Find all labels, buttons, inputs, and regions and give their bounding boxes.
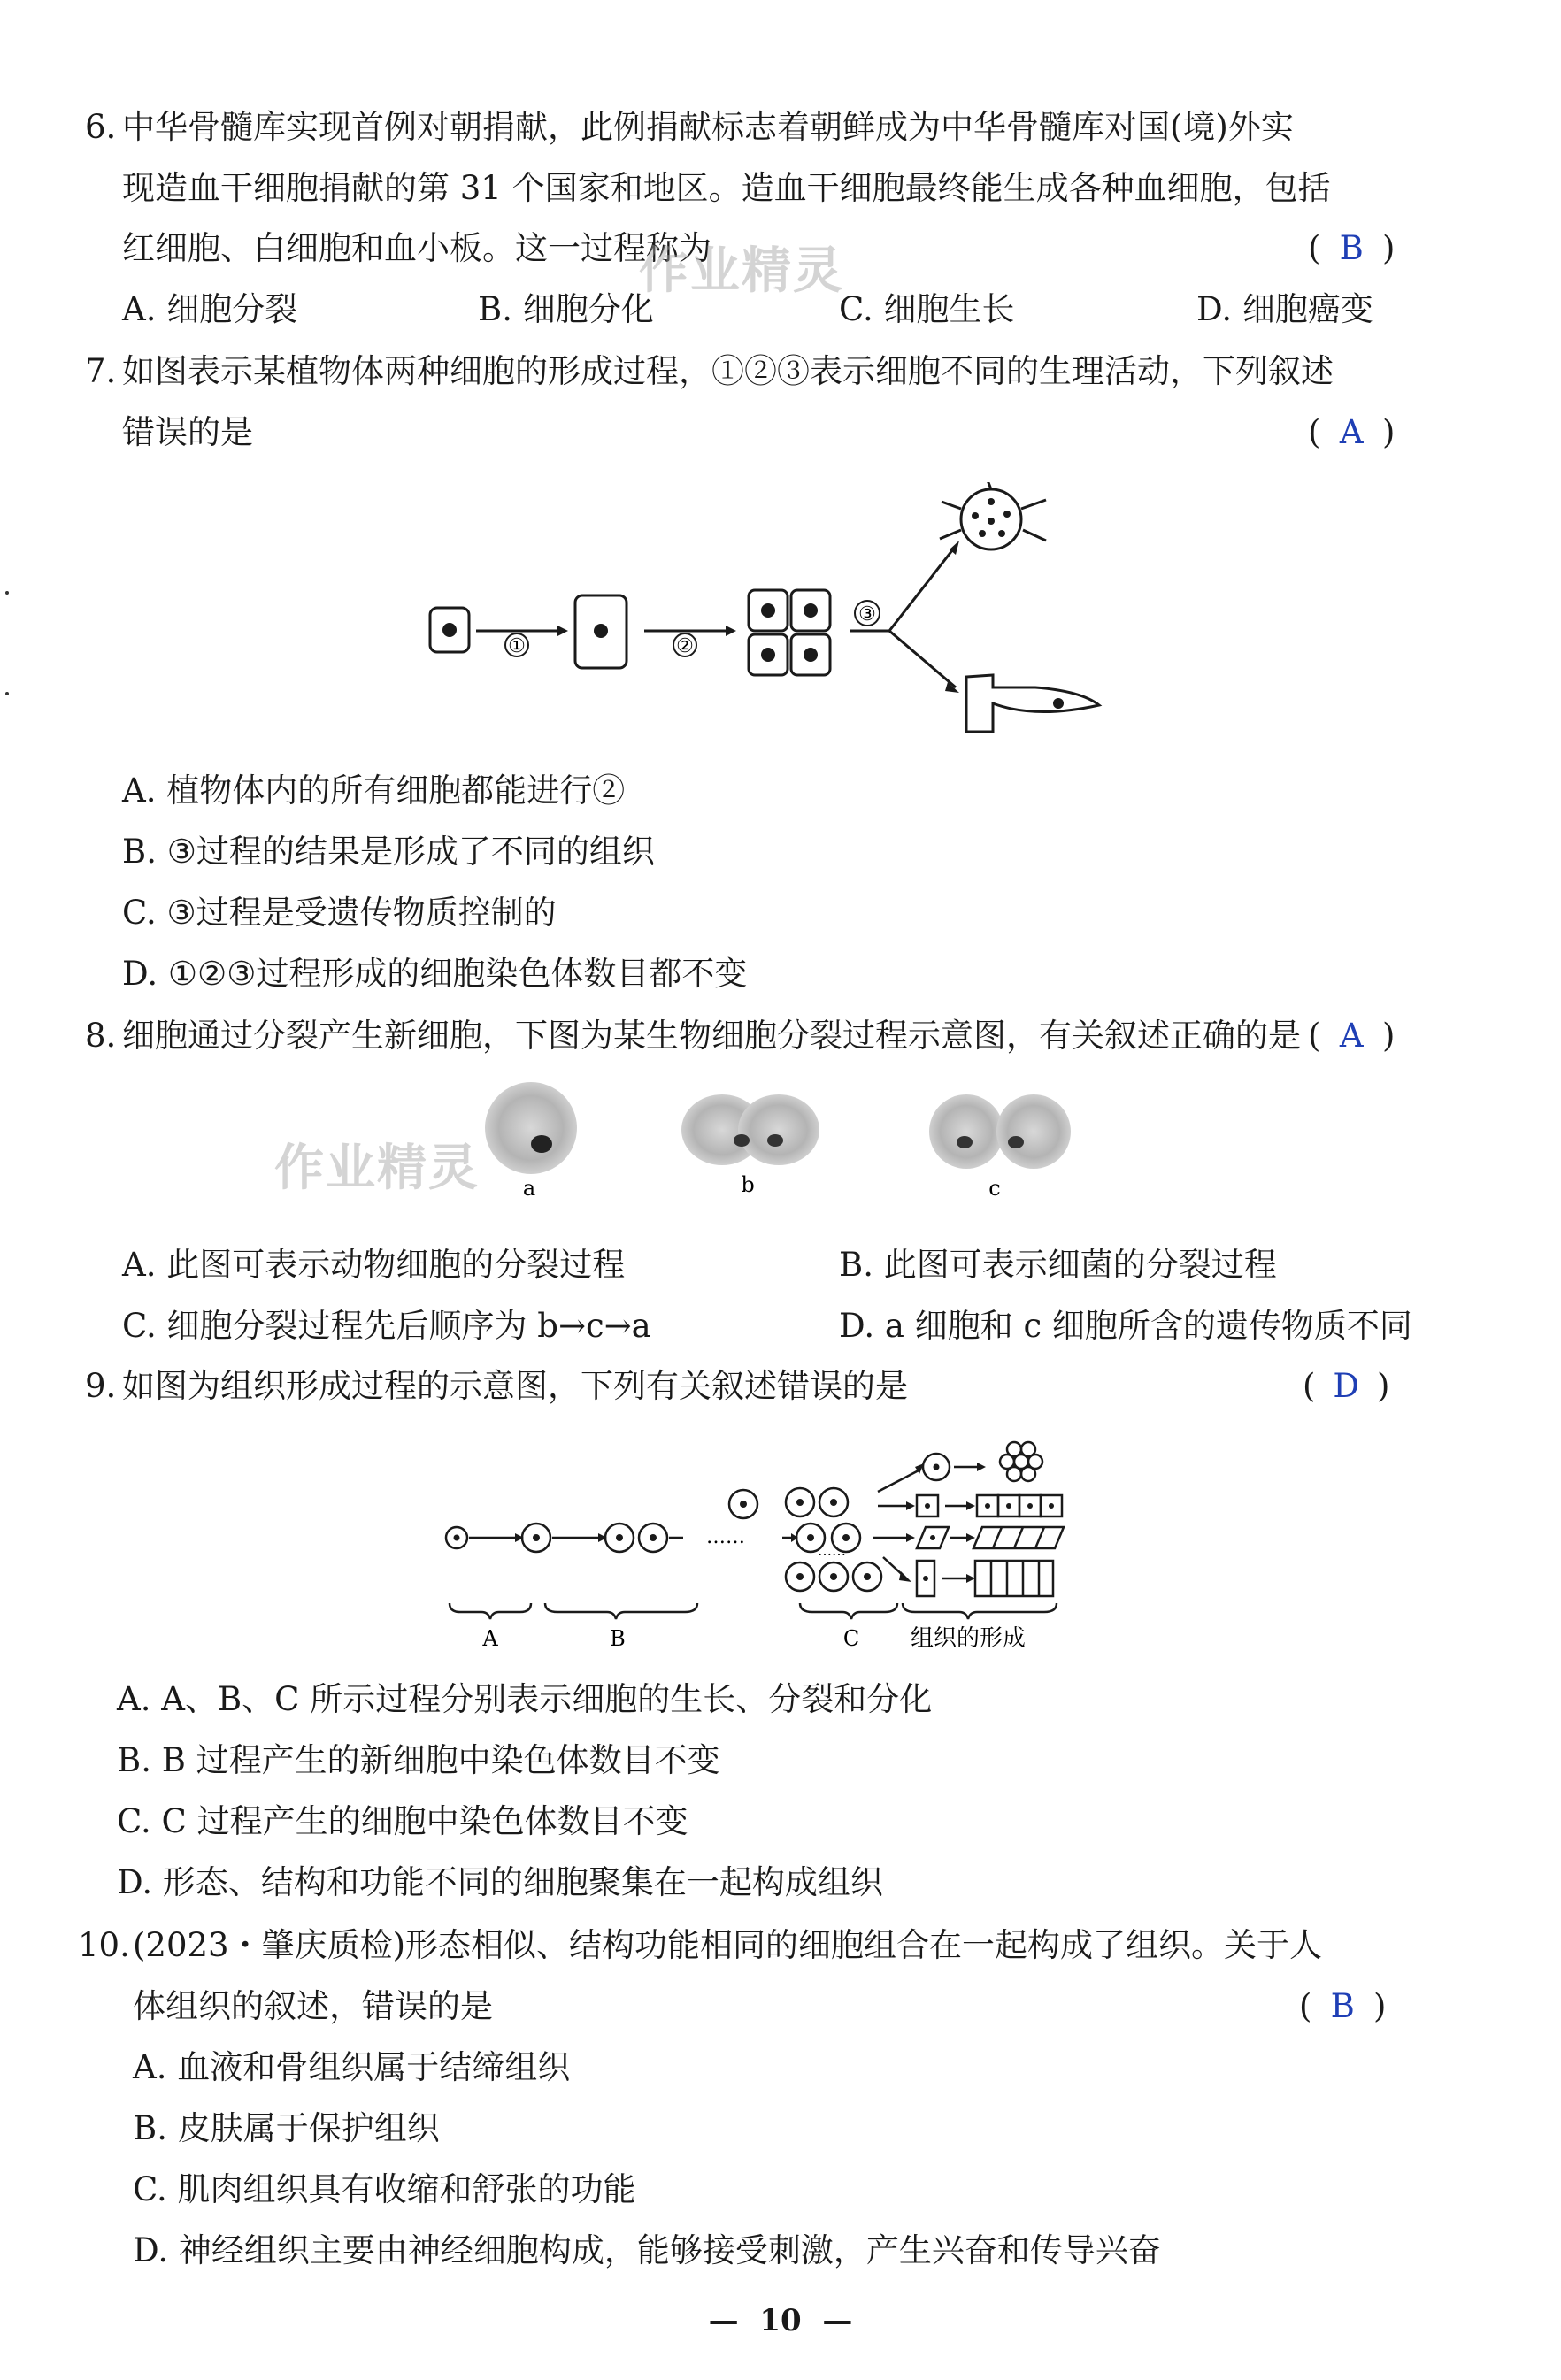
option-c: C. ③过程是受遗传物质控制的 (122, 894, 557, 932)
edge-mark (5, 591, 9, 595)
nucleus (761, 648, 775, 662)
question-number: 9. (85, 1367, 117, 1405)
option-b: B. 此图可表示细菌的分裂过程 (839, 1246, 1277, 1284)
option-a: A. 细胞分裂 (122, 290, 298, 328)
answer-blank: ( B ) (1299, 1985, 1386, 2028)
option-d: D. a 细胞和 c 细胞所含的遗传物质不同 (839, 1307, 1412, 1345)
page-number: — 10 — (708, 2303, 853, 2338)
answer-blank: ( A ) (1308, 411, 1395, 454)
question-text-line: 体组织的叙述，错误的是 (133, 1987, 493, 2025)
ellipsis: …… (818, 1542, 846, 1559)
stage-label-c: C (842, 1626, 860, 1651)
stage-label-b: B (610, 1626, 626, 1651)
option-d: D. 形态、结构和功能不同的细胞聚集在一起构成组织 (117, 1863, 883, 1901)
question-number: 6. (85, 108, 117, 146)
cell-a (485, 1082, 577, 1174)
ellipsis: …… (706, 1526, 745, 1548)
cell-c-right (996, 1094, 1071, 1169)
answer-value: B (1339, 229, 1364, 267)
step-label: ③ (858, 603, 876, 626)
question-number: 7. (85, 352, 117, 390)
stage-label-a: A (482, 1626, 498, 1651)
cell-c-left (929, 1094, 1004, 1169)
option-a: A. 血液和骨组织属于结缔组织 (133, 2048, 571, 2086)
edge-mark (5, 692, 9, 695)
option-b: B. B 过程产生的新细胞中染色体数目不变 (117, 1741, 720, 1779)
option-d: D. 细胞癌变 (1196, 290, 1373, 328)
answer-blank: ( D ) (1303, 1365, 1389, 1408)
figure-label: c (988, 1176, 1001, 1201)
nucleus (594, 624, 608, 638)
option-b: B. ③过程的结果是形成了不同的组织 (122, 833, 655, 871)
watermark: 作业精灵 (639, 242, 844, 300)
nucleus (804, 603, 818, 618)
option-d: D. 神经组织主要由神经细胞构成，能够接受刺激，产生兴奋和传导兴奋 (133, 2231, 1161, 2269)
option-c: C. 细胞生长 (839, 290, 1015, 328)
figure-label: b (741, 1172, 755, 1197)
answer-value: A (1339, 413, 1364, 451)
cell-division-figure (460, 1075, 1097, 1217)
cell-b-right (738, 1094, 819, 1165)
option-a: A. 此图可表示动物细胞的分裂过程 (122, 1246, 626, 1284)
page-number-value: 10 (759, 2303, 802, 2338)
answer-value: A (1339, 1017, 1364, 1055)
answer-value: D (1333, 1367, 1360, 1405)
question-text: 细胞通过分裂产生新细胞，下图为某生物细胞分裂过程示意图，有关叙述正确的是 (122, 1017, 1301, 1055)
answer-value: B (1330, 1987, 1355, 2025)
question-text-line: 红细胞、白细胞和血小板。这一过程称为 (122, 229, 711, 267)
question-text-line: 错误的是 (122, 413, 253, 451)
root-hair-cell (966, 675, 1099, 732)
question-text: 如图为组织形成过程的示意图，下列有关叙述错误的是 (122, 1367, 908, 1405)
option-b: B. 皮肤属于保护组织 (133, 2109, 440, 2147)
nucleus (442, 623, 457, 637)
answer-blank: ( A ) (1308, 1015, 1395, 1057)
question-number: 10. (78, 1926, 130, 1964)
option-c: C. 细胞分裂过程先后顺序为 b→c→a (122, 1307, 651, 1345)
option-a: A. 植物体内的所有细胞都能进行② (122, 772, 626, 810)
tissue-formation-figure (434, 1426, 1106, 1656)
plant-cell-differentiation-figure (416, 482, 1115, 748)
nucleus (761, 603, 775, 618)
nucleus (531, 1135, 552, 1153)
watermark: 作业精灵 (274, 1140, 480, 1197)
question-text-line: 中华骨髓库实现首例对朝捐献，此例捐献标志着朝鲜成为中华骨髓库对国(境)外实 (122, 108, 1294, 146)
option-d: D. ①②③过程形成的细胞染色体数目都不变 (122, 955, 748, 993)
option-a: A. A、B、C 所示过程分别表示细胞的生长、分裂和分化 (117, 1680, 933, 1718)
nucleus (804, 648, 818, 662)
question-text-line: 如图表示某植物体两种细胞的形成过程，①②③表示细胞不同的生理活动，下列叙述 (122, 352, 1334, 390)
answer-blank: ( B ) (1308, 227, 1395, 270)
step-label: ② (676, 635, 694, 657)
question-number: 8. (85, 1017, 117, 1055)
option-b: B. 细胞分化 (478, 290, 654, 328)
question-text-line: (2023・肇庆质检)形态相似、结构功能相同的细胞组合在一起构成了组织。关于人 (133, 1926, 1323, 1964)
step-label: ① (508, 635, 526, 657)
question-text-line: 现造血干细胞捐献的第 31 个国家和地区。造血干细胞最终能生成各种血细胞，包括 (122, 169, 1331, 207)
option-c: C. 肌肉组织具有收缩和舒张的功能 (133, 2170, 636, 2208)
stage-label-tissue: 组织的形成 (910, 1625, 1027, 1652)
option-c: C. C 过程产生的细胞中染色体数目不变 (117, 1802, 688, 1840)
figure-label: a (522, 1176, 536, 1201)
